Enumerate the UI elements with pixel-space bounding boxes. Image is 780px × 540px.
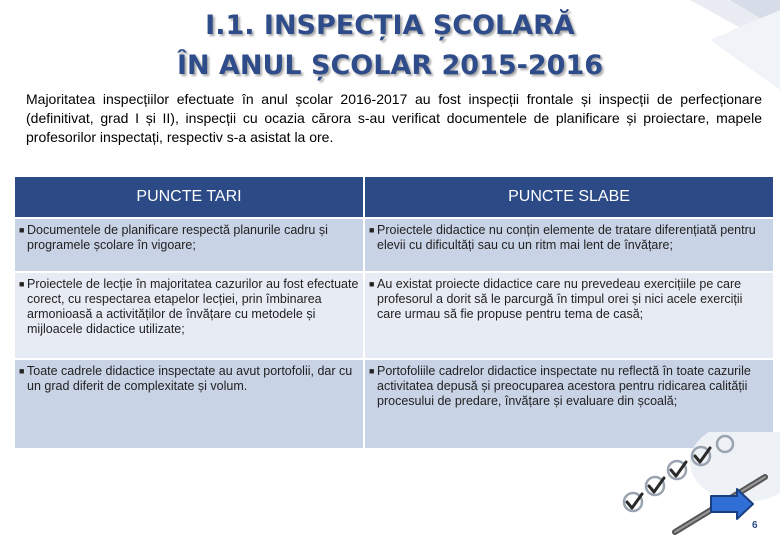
title-line-2: ÎN ANUL ȘCOLAR 2015-2016 [176,50,604,81]
bullet-icon: ■ [369,366,375,376]
bullet-icon: ■ [19,225,25,235]
table-row [14,272,774,359]
strengths-weaknesses-table [13,175,775,450]
page-title [0,6,780,86]
cell-text: Portofoliile cadrelor didactice inspectate nu reflectă în toate cazurile activitatea depusă și preocuparea acestora pentru ridicarea calității procesului de predare, învățare și evaluare din școală; [377,364,751,408]
table-header-row [14,176,774,218]
title-line-1: I.1. INSPECȚIA ȘCOLARĂ [205,10,575,41]
weakness-cell [364,218,774,272]
weakness-cell [364,272,774,359]
strength-cell [14,359,364,449]
cell-text: Documentele de planificare respectă planurile cadru și programele școlare în vigoare; [27,223,328,252]
bullet-icon: ■ [369,279,375,289]
cell-text: Proiectele didactice nu conțin elemente de tratare diferențiată pentru elevii cu dificultăți sau cu un ritm mai lent de învățare; [377,223,756,252]
strength-cell [14,272,364,359]
bullet-icon: ■ [19,366,25,376]
cell-text: Au existat proiecte didactice care nu prevedeau exercițiile pe care profesorul a dorit să le parcurgă în timpul orei și nici acele exerciții care urmau să fie propuse pentru tema de casă; [377,277,743,321]
bullet-icon: ■ [369,225,375,235]
table-row [14,218,774,272]
cell-text: Toate cadrele didactice inspectate au avut portofolii, dar cu un grad diferit de complexitate și volum. [27,364,353,393]
header-weaknesses: PUNCTE SLABE [364,176,774,218]
page-number: 6 [752,520,758,531]
cell-text: Proiectele de lecție în majoritatea cazurilor au fost efectuate corect, cu respectarea etapelor lecției, prin îmbinarea armonioasă a activităților de învățare cu metodele și mijloacele didactice utilizate; [27,277,359,336]
next-arrow-icon[interactable] [709,487,755,521]
header-strengths: PUNCTE TARI [14,176,364,218]
intro-paragraph: Majoritatea inspecțiilor efectuate în anul școlar 2016-2017 au fost inspecții frontale și inspecții de perfecționare (definitivat, grad I și II), inspecții cu ocazia cărora s-au verificat documentele de planificare și proiectare, mapele profesorilor inspectați, respectiv s-a asistat la ore. [26,91,762,145]
strength-cell [14,218,364,272]
bullet-icon: ■ [19,279,25,289]
